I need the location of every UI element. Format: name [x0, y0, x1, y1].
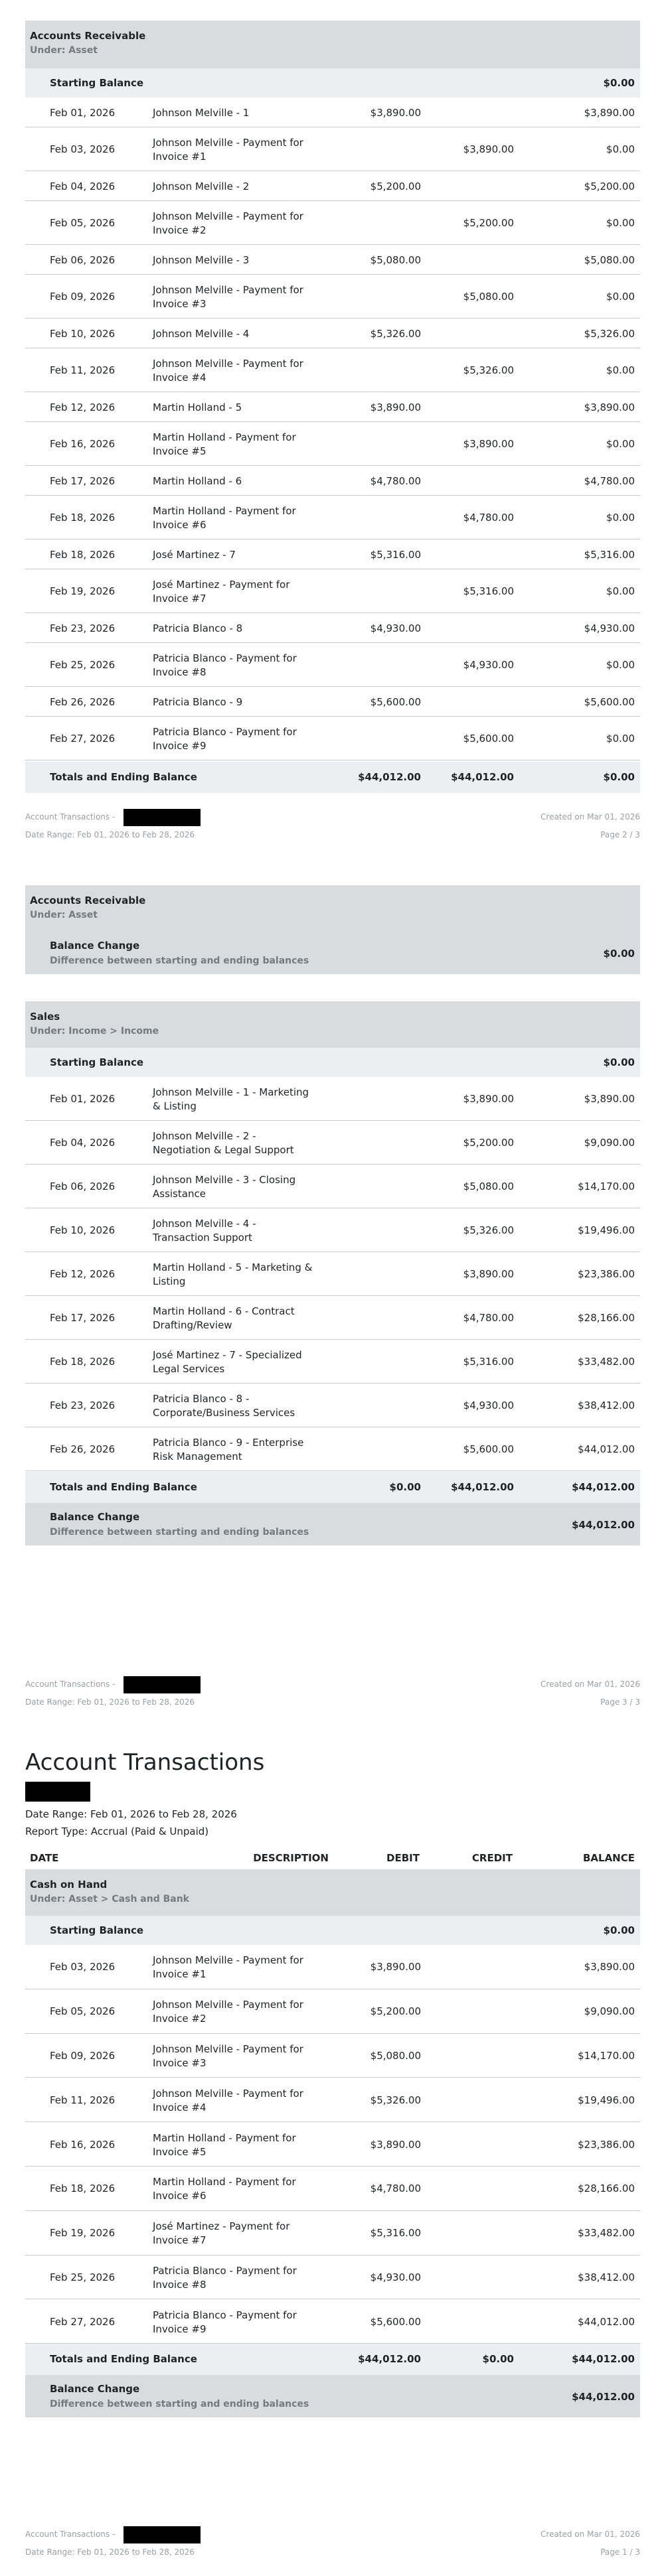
transaction-description: Johnson Melville - 1: [153, 107, 250, 119]
starting-balance-label: Starting Balance: [50, 77, 144, 89]
transaction-balance: $19,496.00: [578, 2094, 635, 2106]
totals-credit: $44,012.00: [451, 1481, 514, 1493]
transaction-date: Feb 23, 2026: [50, 622, 116, 634]
transaction-description: Patricia Blanco - 8: [153, 622, 243, 634]
transaction-description: Martin Holland - 5 - Marketing &: [153, 1261, 313, 1273]
balance-change-subtitle: Difference between starting and ending balances: [50, 956, 309, 966]
transaction-credit: $5,326.00: [463, 364, 514, 376]
transaction-credit: $5,080.00: [463, 1181, 514, 1192]
table-row: [25, 539, 640, 569]
table-row: [25, 496, 640, 539]
transaction-balance: $0.00: [606, 733, 635, 745]
transaction-description: Invoice #7: [153, 593, 207, 605]
table-row: [25, 245, 640, 275]
transaction-description: Invoice #5: [153, 2145, 207, 2158]
table-row: [25, 2122, 640, 2167]
transaction-description: Invoice #5: [153, 445, 207, 457]
transaction-credit: $4,930.00: [463, 659, 514, 671]
starting-balance-value: $0.00: [603, 1056, 635, 1068]
transaction-balance: $0.00: [606, 143, 635, 155]
report-date-range: Date Range: Feb 01, 2026 to Feb 28, 2026: [25, 1808, 237, 1820]
starting-balance-row: [25, 1916, 640, 1945]
transaction-description: Invoice #2: [153, 2013, 207, 2025]
transaction-credit: $4,930.00: [463, 1399, 514, 1411]
account-category: Under: Asset > Cash and Bank: [30, 1894, 189, 1904]
transaction-balance: $0.00: [606, 217, 635, 229]
transaction-date: Feb 05, 2026: [50, 217, 116, 229]
transaction-description: Johnson Melville - Payment for: [153, 137, 303, 149]
transaction-description: Drafting/Review: [153, 1319, 232, 1331]
transaction-description: & Listing: [153, 1100, 197, 1112]
transaction-description: Martin Holland - Payment for: [153, 505, 296, 517]
table-row: [25, 1121, 640, 1165]
column-header-date: DATE: [30, 1852, 59, 1864]
transaction-date: Feb 18, 2026: [50, 548, 116, 561]
footer-title: Account Transactions -: [25, 1680, 116, 1689]
transaction-date: Feb 18, 2026: [50, 512, 116, 524]
transaction-description: Listing: [153, 1275, 186, 1287]
transaction-date: Feb 12, 2026: [50, 401, 116, 413]
report-title: Account Transactions: [25, 1749, 265, 1776]
totals-balance: $44,012.00: [572, 1481, 635, 1493]
totals-label: Totals and Ending Balance: [50, 2353, 197, 2365]
column-header-description: DESCRIPTION: [253, 1852, 329, 1864]
column-header-debit: DEBIT: [386, 1852, 420, 1864]
account-name: Accounts Receivable: [30, 30, 146, 42]
starting-balance-label: Starting Balance: [50, 1924, 144, 1936]
totals-row: [25, 2344, 640, 2375]
transaction-description: Transaction Support: [153, 1232, 252, 1244]
balance-change-label: Balance Change: [50, 2383, 140, 2395]
transaction-description: Invoice #4: [153, 2101, 207, 2113]
transaction-description: Martin Holland - Payment for: [153, 2176, 296, 2188]
account-name: Sales: [30, 1011, 60, 1023]
table-row: [25, 1384, 640, 1427]
transaction-debit: $5,316.00: [370, 548, 421, 561]
transaction-balance: $0.00: [606, 438, 635, 450]
transaction-balance: $4,780.00: [584, 474, 635, 487]
footer-title: Account Transactions -: [25, 2530, 116, 2539]
table-row: [25, 1296, 640, 1340]
transaction-description: Invoice #4: [153, 372, 207, 384]
transaction-balance: $23,386.00: [578, 1268, 635, 1280]
footer-date-range: Date Range: Feb 01, 2026 to Feb 28, 2026: [25, 830, 195, 839]
transaction-balance: $3,890.00: [584, 1093, 635, 1105]
balance-change-label: Balance Change: [50, 1511, 140, 1523]
transaction-credit: $5,316.00: [463, 1356, 514, 1368]
redaction-box: [124, 2526, 201, 2543]
transaction-balance: $28,166.00: [578, 2182, 635, 2195]
table-row: [25, 422, 640, 466]
transaction-description: Johnson Melville - 3: [153, 254, 250, 266]
transaction-debit: $4,780.00: [370, 474, 421, 487]
totals-balance: $0.00: [603, 771, 635, 783]
transaction-debit: $4,930.00: [370, 622, 421, 634]
transaction-balance: $5,200.00: [584, 180, 635, 192]
table-row: [25, 2167, 640, 2211]
transaction-date: Feb 23, 2026: [50, 1399, 116, 1411]
balance-change-value: $44,012.00: [572, 2391, 635, 2403]
totals-row: [25, 762, 640, 793]
transaction-debit: $3,890.00: [370, 1961, 421, 1973]
table-row: [25, 1252, 640, 1296]
transaction-balance: $5,600.00: [584, 695, 635, 708]
transaction-balance: $4,930.00: [584, 622, 635, 634]
transaction-date: Feb 06, 2026: [50, 253, 116, 266]
transaction-date: Feb 05, 2026: [50, 2005, 116, 2018]
transaction-description: Corporate/Business Services: [153, 1407, 295, 1419]
transaction-description: Patricia Blanco - 8 -: [153, 1393, 250, 1405]
transaction-debit: $5,600.00: [370, 695, 421, 708]
table-row: [25, 613, 640, 643]
transaction-balance: $0.00: [606, 512, 635, 524]
table-row: [25, 1208, 640, 1252]
totals-balance: $44,012.00: [572, 2353, 635, 2365]
footer-page-number: Page 3 / 3: [600, 1697, 640, 1707]
transaction-balance: $38,412.00: [578, 1399, 635, 1411]
transaction-description: Invoice #9: [153, 2323, 207, 2335]
transaction-debit: $4,780.00: [370, 2182, 421, 2195]
transaction-date: Feb 10, 2026: [50, 327, 116, 340]
transaction-description: Invoice #8: [153, 666, 207, 678]
transaction-date: Feb 09, 2026: [50, 291, 116, 303]
transaction-credit: $3,890.00: [463, 143, 514, 155]
transaction-date: Feb 03, 2026: [50, 1961, 116, 1973]
account-header-accounts-receivable: [25, 21, 640, 68]
transaction-date: Feb 16, 2026: [50, 438, 116, 450]
transaction-balance: $19,496.00: [578, 1224, 635, 1236]
totals-credit: $44,012.00: [451, 771, 514, 783]
transaction-balance: $38,412.00: [578, 2271, 635, 2283]
table-row: [25, 2299, 640, 2344]
transaction-date: Feb 04, 2026: [50, 180, 116, 192]
transaction-balance: $0.00: [606, 585, 635, 597]
totals-row: [25, 1472, 640, 1503]
transaction-debit: $3,890.00: [370, 2138, 421, 2151]
transaction-date: Feb 18, 2026: [50, 1356, 116, 1368]
balance-change-value: $0.00: [603, 948, 635, 960]
transaction-description: Johnson Melville - 4: [153, 328, 250, 340]
transaction-description: Patricia Blanco - Payment for: [153, 726, 297, 738]
transaction-date: Feb 25, 2026: [50, 659, 116, 671]
transaction-credit: $4,780.00: [463, 512, 514, 524]
transaction-credit: $5,326.00: [463, 1224, 514, 1236]
table-row: [25, 348, 640, 392]
transaction-balance: $5,326.00: [584, 327, 635, 340]
row-divider: [25, 1470, 640, 1471]
transaction-debit: $5,200.00: [370, 180, 421, 192]
account-category: Under: Asset: [30, 910, 98, 920]
transaction-date: Feb 06, 2026: [50, 1181, 116, 1192]
table-row: [25, 643, 640, 687]
transaction-date: Feb 18, 2026: [50, 2182, 116, 2195]
transaction-debit: $3,890.00: [370, 401, 421, 413]
transaction-description: Invoice #3: [153, 298, 207, 310]
account-name: Cash on Hand: [30, 1879, 108, 1891]
transaction-description: José Martinez - 7 - Specialized: [153, 1349, 302, 1361]
transaction-credit: $5,600.00: [463, 1443, 514, 1455]
transaction-date: Feb 11, 2026: [50, 364, 116, 376]
table-row: [25, 1077, 640, 1121]
transaction-credit: $5,200.00: [463, 1137, 514, 1149]
starting-balance-row: [25, 1048, 640, 1077]
table-row: [25, 1427, 640, 1471]
transaction-balance: $0.00: [606, 291, 635, 303]
transaction-debit: $5,600.00: [370, 2315, 421, 2328]
transaction-date: Feb 03, 2026: [50, 143, 116, 155]
redaction-box: [124, 809, 201, 826]
transaction-balance: $14,170.00: [578, 1181, 635, 1192]
transaction-debit: $5,080.00: [370, 2049, 421, 2062]
transaction-debit: $5,326.00: [370, 327, 421, 340]
report-type: Report Type: Accrual (Paid & Unpaid): [25, 1825, 209, 1837]
transaction-balance: $33,482.00: [578, 1356, 635, 1368]
transaction-description: Invoice #7: [153, 2234, 207, 2247]
transaction-description: Johnson Melville - Payment for: [153, 1999, 303, 2011]
transaction-date: Feb 26, 2026: [50, 695, 116, 708]
account-category: Under: Income > Income: [30, 1026, 159, 1037]
transaction-date: Feb 26, 2026: [50, 1443, 116, 1455]
transaction-description: Patricia Blanco - Payment for: [153, 652, 297, 664]
transaction-description: Johnson Melville - Payment for: [153, 284, 303, 296]
transaction-date: Feb 19, 2026: [50, 2227, 116, 2240]
transaction-date: Feb 09, 2026: [50, 2049, 116, 2062]
table-row: [25, 1165, 640, 1208]
transaction-credit: $5,316.00: [463, 585, 514, 597]
table-row: [25, 569, 640, 613]
transaction-date: Feb 17, 2026: [50, 1312, 116, 1324]
totals-debit: $0.00: [389, 1481, 421, 1493]
balance-change-row: [25, 2375, 640, 2417]
transaction-balance: $5,080.00: [584, 253, 635, 266]
transaction-date: Feb 10, 2026: [50, 1224, 116, 1236]
totals-label: Totals and Ending Balance: [50, 771, 197, 783]
transaction-debit: $5,200.00: [370, 2005, 421, 2018]
footer-page-number: Page 2 / 3: [600, 830, 640, 839]
transaction-description: Martin Holland - Payment for: [153, 431, 296, 443]
totals-debit: $44,012.00: [358, 2353, 421, 2365]
redaction-box: [25, 1782, 90, 1802]
account-category: Under: Asset: [30, 45, 98, 56]
transaction-debit: $5,316.00: [370, 2227, 421, 2240]
transaction-credit: $5,080.00: [463, 291, 514, 303]
transaction-description: Negotiation & Legal Support: [153, 1144, 294, 1156]
totals-debit: $44,012.00: [358, 771, 421, 783]
balance-change-subtitle: Difference between starting and ending balances: [50, 1527, 309, 1538]
transaction-balance: $0.00: [606, 659, 635, 671]
footer-created: Created on Mar 01, 2026: [540, 2530, 640, 2539]
transaction-description: Johnson Melville - 1 - Marketing: [153, 1086, 309, 1098]
transaction-description: José Martinez - Payment for: [153, 579, 290, 591]
column-header-credit: CREDIT: [471, 1852, 513, 1864]
transaction-description: Invoice #2: [153, 224, 207, 236]
transaction-description: Invoice #3: [153, 2056, 207, 2069]
balance-change-value: $44,012.00: [572, 1519, 635, 1531]
transaction-description: Johnson Melville - 2: [153, 180, 250, 192]
transaction-description: Invoice #1: [153, 151, 207, 163]
footer-page-number: Page 1 / 3: [600, 2547, 640, 2557]
transaction-description: Assistance: [153, 1188, 206, 1200]
transaction-description: Martin Holland - 6 - Contract: [153, 1305, 295, 1317]
footer-created: Created on Mar 01, 2026: [540, 1680, 640, 1689]
table-row: [25, 1945, 640, 1989]
starting-balance-label: Starting Balance: [50, 1056, 144, 1068]
transaction-date: Feb 27, 2026: [50, 2315, 116, 2328]
transaction-description: Johnson Melville - Payment for: [153, 1954, 303, 1967]
transaction-description: Martin Holland - Payment for: [153, 2131, 296, 2144]
transaction-description: Risk Management: [153, 1451, 242, 1463]
transaction-date: Feb 19, 2026: [50, 585, 116, 597]
table-row: [25, 2255, 640, 2300]
transaction-balance: $3,890.00: [584, 106, 635, 119]
table-row: [25, 2211, 640, 2255]
transaction-description: Patricia Blanco - Payment for: [153, 2309, 297, 2321]
starting-balance-row: [25, 68, 640, 98]
table-row: [25, 466, 640, 496]
table-row: [25, 717, 640, 760]
transaction-date: Feb 01, 2026: [50, 106, 116, 119]
totals-label: Totals and Ending Balance: [50, 1481, 197, 1493]
transaction-date: Feb 01, 2026: [50, 1093, 116, 1105]
account-header-accounts-receivable: [25, 885, 640, 932]
balance-change-row: [25, 932, 640, 974]
table-row: [25, 127, 640, 171]
footer-date-range: Date Range: Feb 01, 2026 to Feb 28, 2026: [25, 1697, 195, 1707]
table-row: [25, 687, 640, 717]
transaction-description: Johnson Melville - Payment for: [153, 210, 303, 222]
account-header-cash-on-hand: [25, 1869, 640, 1916]
transaction-description: Patricia Blanco - 9 - Enterprise: [153, 1437, 304, 1449]
transaction-balance: $5,316.00: [584, 548, 635, 561]
transaction-description: Patricia Blanco - Payment for: [153, 2264, 297, 2277]
footer-date-range: Date Range: Feb 01, 2026 to Feb 28, 2026: [25, 2547, 195, 2557]
transaction-balance: $33,482.00: [578, 2227, 635, 2240]
transaction-description: Invoice #8: [153, 2278, 207, 2291]
transaction-balance: $44,012.00: [578, 1443, 635, 1455]
transaction-description: Invoice #6: [153, 519, 207, 531]
balance-change-subtitle: Difference between starting and ending balances: [50, 2399, 309, 2409]
transaction-balance: $9,090.00: [584, 2005, 635, 2018]
table-row: [25, 319, 640, 348]
redaction-box: [124, 1676, 201, 1693]
transaction-date: Feb 27, 2026: [50, 733, 116, 745]
transaction-debit: $3,890.00: [370, 106, 421, 119]
account-name: Accounts Receivable: [30, 894, 146, 906]
transaction-description: Legal Services: [153, 1363, 225, 1375]
starting-balance-value: $0.00: [603, 1924, 635, 1936]
transaction-date: Feb 16, 2026: [50, 2138, 116, 2151]
transaction-date: Feb 17, 2026: [50, 474, 116, 487]
transaction-credit: $5,200.00: [463, 217, 514, 229]
table-row: [25, 275, 640, 319]
transaction-credit: $4,780.00: [463, 1312, 514, 1324]
table-row: [25, 98, 640, 127]
table-row: [25, 171, 640, 201]
transaction-balance: $23,386.00: [578, 2138, 635, 2151]
footer-title: Account Transactions -: [25, 812, 116, 822]
transaction-debit: $5,326.00: [370, 2094, 421, 2106]
transaction-credit: $5,600.00: [463, 733, 514, 745]
transaction-date: Feb 04, 2026: [50, 1137, 116, 1149]
transaction-balance: $14,170.00: [578, 2049, 635, 2062]
transaction-balance: $28,166.00: [578, 1312, 635, 1324]
transaction-balance: $3,890.00: [584, 401, 635, 413]
balance-change-label: Balance Change: [50, 940, 140, 952]
table-row: [25, 2078, 640, 2122]
transaction-description: Johnson Melville - 4 -: [153, 1218, 256, 1230]
transaction-description: Johnson Melville - Payment for: [153, 2087, 303, 2100]
transaction-description: Invoice #1: [153, 1968, 207, 1981]
starting-balance-value: $0.00: [603, 77, 635, 89]
transaction-credit: $3,890.00: [463, 1268, 514, 1280]
transaction-credit: $3,890.00: [463, 438, 514, 450]
column-header-balance: BALANCE: [582, 1852, 635, 1864]
totals-credit: $0.00: [482, 2353, 514, 2365]
transaction-description: Johnson Melville - Payment for: [153, 2042, 303, 2055]
transaction-description: Invoice #6: [153, 2190, 207, 2202]
transaction-balance: $9,090.00: [584, 1137, 635, 1149]
table-row: [25, 1340, 640, 1384]
transaction-description: José Martinez - Payment for: [153, 2220, 290, 2233]
transaction-balance: $44,012.00: [578, 2315, 635, 2328]
table-row: [25, 201, 640, 245]
table-row: [25, 1989, 640, 2034]
transaction-balance: $0.00: [606, 364, 635, 376]
transaction-debit: $5,080.00: [370, 253, 421, 266]
transaction-credit: $3,890.00: [463, 1093, 514, 1105]
table-row: [25, 392, 640, 422]
table-row: [25, 2034, 640, 2078]
transaction-date: Feb 25, 2026: [50, 2271, 116, 2283]
account-header-sales: [25, 1001, 640, 1048]
transaction-date: Feb 11, 2026: [50, 2094, 116, 2106]
transaction-description: Invoice #9: [153, 740, 207, 752]
transaction-description: Johnson Melville - 2 -: [153, 1130, 256, 1142]
transaction-description: Johnson Melville - 3 - Closing: [153, 1174, 296, 1186]
transaction-debit: $4,930.00: [370, 2271, 421, 2283]
transaction-date: Feb 12, 2026: [50, 1268, 116, 1280]
transaction-balance: $3,890.00: [584, 1961, 635, 1973]
transaction-description: Martin Holland - 5: [153, 401, 242, 413]
footer-created: Created on Mar 01, 2026: [540, 812, 640, 822]
transaction-description: Martin Holland - 6: [153, 475, 242, 487]
transaction-description: Patricia Blanco - 9: [153, 696, 243, 708]
transaction-description: José Martinez - 7: [153, 549, 236, 561]
balance-change-row: [25, 1503, 640, 1545]
transaction-description: Johnson Melville - Payment for: [153, 358, 303, 370]
